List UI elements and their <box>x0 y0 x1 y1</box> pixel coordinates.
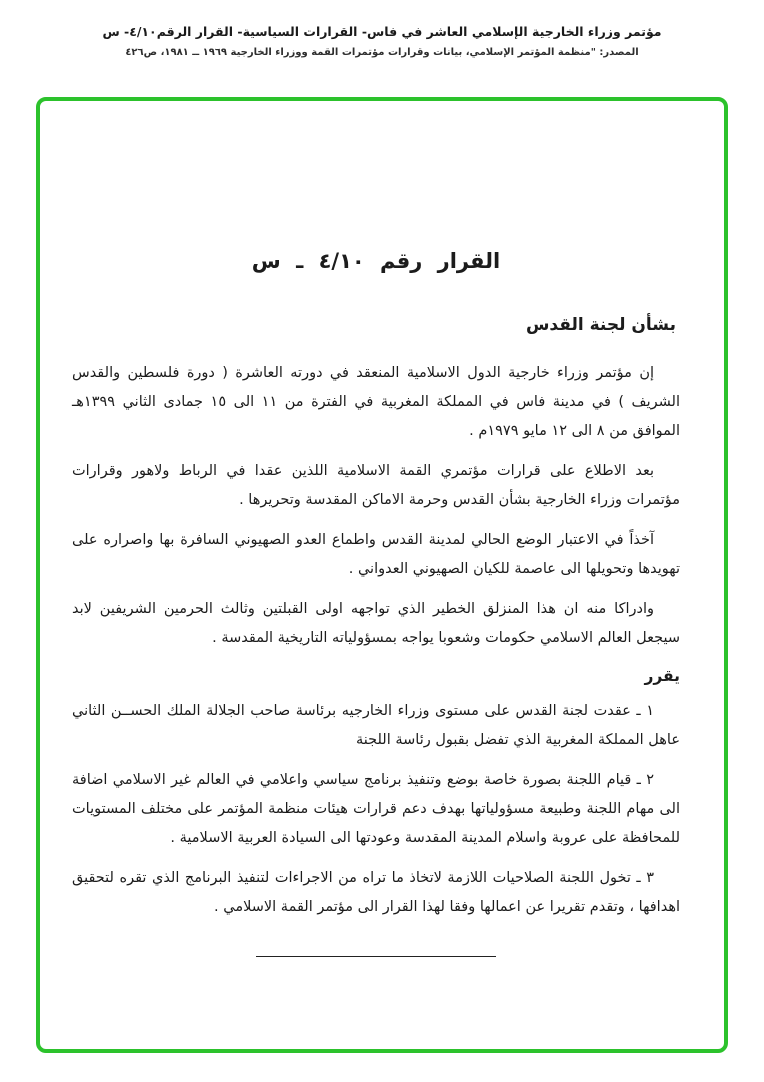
header-title: مؤتمر وزراء الخارجية الإسلامي العاشر في فاس- القرارات السياسية- القرار الرقم٤/١٠- س <box>102 24 662 39</box>
document-header <box>0 24 764 58</box>
scanned-page-frame <box>36 97 728 1053</box>
preamble-paragraph-4: وادراكا منه ان هذا المنزلق الخطير الذي تواجهه اولى القبلتين وثالث الحرمين الشريفين لابد سيجعل العالم الاسلامي حكومات وشعوبا يواجه بمسؤولياته التاريخية المقدسة . <box>72 601 680 646</box>
header-source: المصدر: "منظمة المؤتمر الإسلامي، بيانات وقرارات مؤتمرات القمة ووزراء الخارجية ١٩٦٩ ــ ١٩٨١، ص٤٢٦ <box>125 47 639 58</box>
scanned-page-content <box>40 101 724 957</box>
resolution-title: القرار رقم ٤/١٠ ـ س <box>251 249 501 273</box>
preamble-paragraph-1: إن مؤتمر وزراء خارجية الدول الاسلامية المنعقد في دورته العاشرة ( دورة فلسطين والقدس الشريف ) في مدينة فاس في المملكة المغربية في الفترة من ١١ الى ١٥ جمادى الثاني ١٣٩٩هـ الموافق من ٨ الى ١٢ مايو ١٩٧٩م . <box>72 365 680 439</box>
decides-label: يقرر <box>644 667 680 685</box>
resolution-item-3: ٣ ـ تخول اللجنة الصلاحيات اللازمة لاتخاذ ما تراه من الاجراءات لتنفيذ البرنامج الذي تقره لتحقيق اهدافها ، وتقدم تقريرا عن اعمالها وفقا لهذا القرار الى مؤتمر القمة الاسلامي . <box>72 870 680 915</box>
preamble-paragraph-2: بعد الاطلاع على قرارات مؤتمري القمة الاسلامية اللذين عقدا في الرباط ولاهور وقرارات مؤتمرات وزراء الخارجية بشأن القدس وحرمة الاماكن المقدسة وتحريرها . <box>72 463 680 508</box>
resolution-subject: بشأن لجنة القدس <box>525 315 676 335</box>
resolution-item-1: ١ ـ عقدت لجنة القدس على مستوى وزراء الخارجيه برئاسة صاحب الجلالة الملك الحســن الثاني عاهل المملكة المغربية الذي تفضل بقبول رئاسة اللجنة <box>72 703 680 748</box>
resolution-item-2: ٢ ـ قيام اللجنة بصورة خاصة بوضع وتنفيذ برنامج سياسي واعلامي في العالم غير الاسلامي اضافة الى مهام اللجنة وطبيعة مسؤولياتها بهدف دعم قرارات هيئات منظمة المؤتمر على مختلف المستويات للمحافظة على عروبة واسلام المدينة المقدسة وعودتها الى السيادة العربية الاسلامية . <box>72 772 680 846</box>
preamble-paragraph-3: آخذاً في الاعتبار الوضع الحالي لمدينة القدس واطماع العدو الصهيوني السافرة بها واصراره على تهويدها وتحويلها الى عاصمة للكيان الصهيوني العدواني . <box>72 532 680 577</box>
end-divider <box>256 956 496 957</box>
